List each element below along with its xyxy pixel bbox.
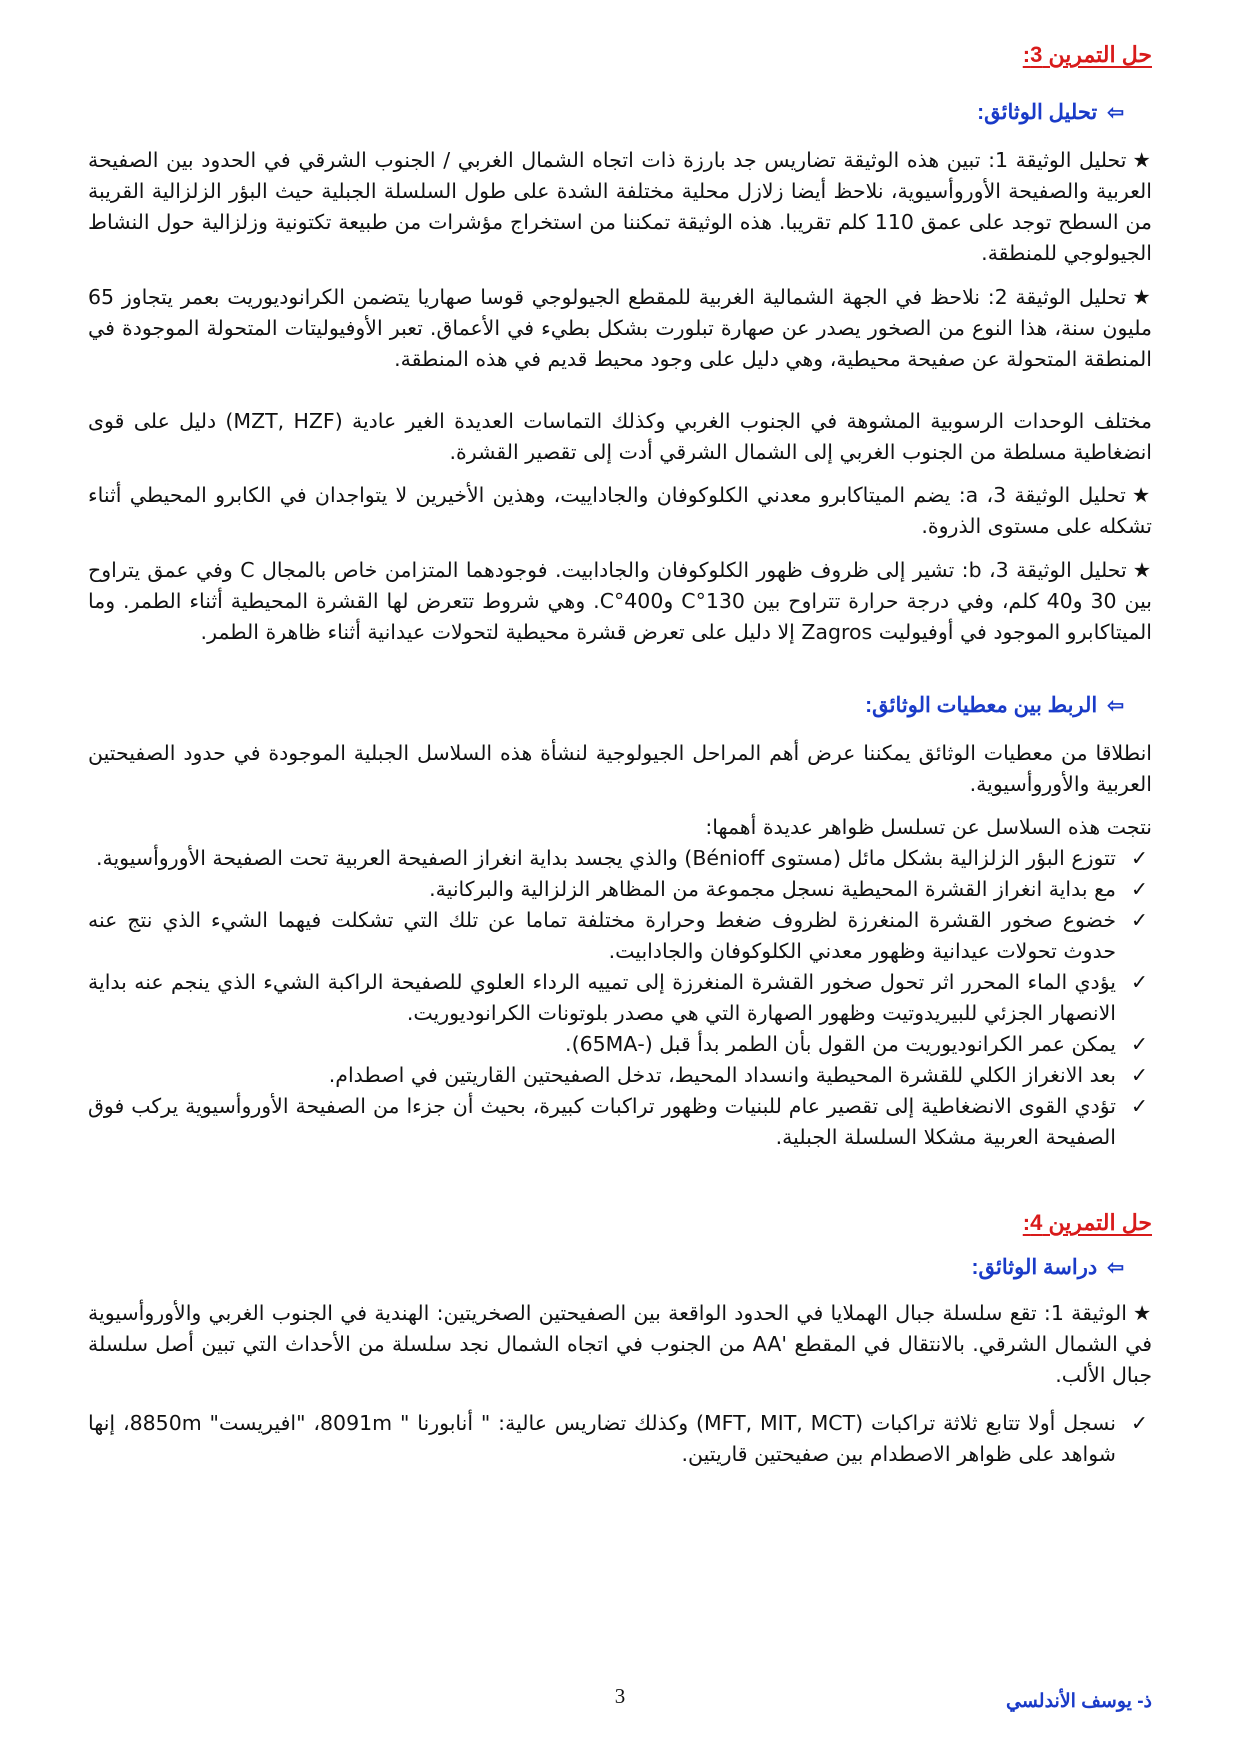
doc3b-analysis bbox=[88, 555, 1152, 648]
link-paragraph: انطلاقا من معطيات الوثائق يمكننا عرض أهم المراحل الجيولوجية لنشأة هذه السلاسل الجبلية الموجودة في حدود الصفيحتين العربية والأوروأسيوية. bbox=[88, 741, 1152, 796]
page-number: 3 bbox=[614, 1684, 626, 1708]
list-item-text: تتوزع البؤر الزلزالية بشكل مائل (مستوى Bénioff) والذي يجسد بداية انغراز الصفيحة العربية تحت الصفيحة الأوروأسيوية. bbox=[95, 846, 1116, 870]
list-item-text: يمكن عمر الكرانوديوريت من القول بأن الطمر بدأ قبل (-65MA). bbox=[565, 1032, 1116, 1056]
list-item-text: يؤدي الماء المحرر اثر تحول صخور القشرة المنغرزة إلى تمييه الرداء العلوي للصفيحة الراكبة الشيء الذي ينجم عنه بداية الانصهار الجزئي للبيريدوتيت وظهور الصهارة التي هي مصدر بلوتونات الكرانوديوريت. bbox=[88, 970, 1116, 1025]
hollow-arrow-icon: ⇦ bbox=[1107, 695, 1124, 717]
star-icon: ★ bbox=[1132, 558, 1152, 582]
doc2-analysis bbox=[88, 282, 1152, 375]
doc1-analysis bbox=[88, 145, 1152, 269]
ex4-list bbox=[88, 1408, 1152, 1470]
check-icon: ✓ bbox=[1130, 1063, 1148, 1087]
exercise-3-title: حل التمرين 3: bbox=[1022, 42, 1152, 67]
list-item-text: نسجل أولا تتابع ثلاثة تراكبات (MFT, MIT, MCT) وكذلك تضاريس عالية: " أنابورنا " 8091m، "افيريست" 8850m، إنها شواهد على ظواهر الاصطدام بين صفيحتين قاريتين. bbox=[88, 1411, 1116, 1466]
ex4-doc1-text: الوثيقة 1: تقع سلسلة جبال الهملايا في الحدود الواقعة بين الصفيحتين الصخريتين: الهندية في الجنوب الغربي والأوروأسيوية في الشمال الشرقي. بالانتقال في المقطع 'AA من الجنوب في اتجاه الشمال نجد سلسلة من الأحداث التي تبين أصل سلسلة جبال الألب. bbox=[88, 1301, 1153, 1387]
list-item-text: خضوع صخور القشرة المنغرزة لظروف ضغط وحرارة مختلفة تماما عن تلك التي تشكلت فيهما الشيء الذي نتج عنه حدوث تحولات عيدانية وظهور معدني الكلوكوفان والجادابيت. bbox=[88, 908, 1116, 963]
study-heading-text: دراسة الوثائق: bbox=[971, 1256, 1098, 1279]
list-item bbox=[88, 1408, 1152, 1470]
list-item bbox=[88, 1029, 1152, 1060]
ex4-doc1 bbox=[88, 1298, 1152, 1391]
doc3a-analysis-text: تحليل الوثيقة 3، a: يضم الميتاكابرو معدني الكلوكوفان والجاداييت، وهذين الأخيرين لا يتواجدان في الكابرو المحيطي أثناء تشكله على مستوى الذروة. bbox=[88, 483, 1152, 538]
check-icon: ✓ bbox=[1130, 970, 1148, 994]
star-icon: ★ bbox=[1131, 483, 1152, 507]
link-heading-text: الربط بين معطيات الوثائق: bbox=[865, 694, 1098, 717]
hollow-arrow-icon: ⇦ bbox=[1107, 102, 1124, 124]
list-item-text: بعد الانغراز الكلي للقشرة المحيطية وانسداد المحيط، تدخل الصفيحتين القاريتين في اصطدام. bbox=[328, 1063, 1116, 1087]
link-heading bbox=[88, 693, 1124, 723]
page bbox=[88, 0, 1152, 1754]
phenomena-list bbox=[88, 843, 1152, 1153]
doc3b-analysis-text: تحليل الوثيقة 3، b: تشير إلى ظروف ظهور الكلوكوفان والجادابيت. فوجودهما المتزامن خاص بالمجال C وفي عمق يتراوح بين 30 و40 كلم، وفي درجة حرارة تتراوح بين 130°C و400°C. وهي شروط تتعرض لها القشرة المحيطية أثناء الطمر. وما الميتاكابرو الموجود في أوفيوليت Zagros إلا دليل على تعرض قشرة محيطية لتحولات عيدانية أثناء ظاهرة الطمر. bbox=[88, 558, 1152, 644]
doc1-analysis-text: تحليل الوثيقة 1: تبين هذه الوثيقة تضاريس جد بارزة ذات اتجاه الشمال الغربي / الجنوب الشرقي في الحدود بين الصفيحة العربية والصفيحة الأوروأسيوية، نلاحظ أيضا زلازل محلية مختلفة الشدة على طول السلسلة الجبلية حيث البؤر الزلزالية القريبة من السطح توجد على عمق 110 كلم تقريبا. هذه الوثيقة تمكننا من استخراج مؤشرات من طبيعة تكتونية وزلزالية حول النشاط الجيولوجي للمنطقة. bbox=[88, 148, 1152, 265]
check-icon: ✓ bbox=[1130, 1411, 1148, 1435]
study-heading bbox=[88, 1255, 1124, 1285]
check-icon: ✓ bbox=[1130, 1032, 1148, 1056]
star-icon: ★ bbox=[1132, 285, 1152, 309]
list-item bbox=[88, 905, 1152, 967]
list-item-text: تؤدي القوى الانضغاطية إلى تقصير عام للبنيات وظهور تراكبات كبيرة، بحيث أن جزءا من الصفيحة الأوروأسيوية يركب فوق الصفيحة العربية مشكلا السلسلة الجبلية. bbox=[88, 1094, 1116, 1149]
list-item bbox=[88, 967, 1152, 1029]
check-icon: ✓ bbox=[1130, 1094, 1148, 1118]
exercise-4-title: حل التمرين 4: bbox=[1022, 1210, 1152, 1235]
author-name: ذ- يوسف الأندلسي bbox=[1006, 1691, 1152, 1712]
check-icon: ✓ bbox=[1130, 908, 1148, 932]
doc2-analysis-text: تحليل الوثيقة 2: نلاحظ في الجهة الشمالية الغربية للمقطع الجيولوجي قوسا صهاريا يتضمن الكرانوديوريت بعمر يتجاوز 65 مليون سنة، هذا النوع من الصخور يصدر عن صهارة تبلورت بشكل بطيء في الأعماق. تعبر الأوفيوليتات المتحولة الموجودة في المنطقة المتحولة عن صفيحة محيطية، وهي دليل على وجود محيط قديم في هذه المنطقة. bbox=[88, 285, 1152, 371]
hollow-arrow-icon: ⇦ bbox=[1107, 1257, 1124, 1279]
check-icon: ✓ bbox=[1130, 846, 1148, 870]
analysis-heading bbox=[88, 100, 1124, 130]
list-item-text: مع بداية انغراز القشرة المحيطية نسجل مجموعة من المظاهر الزلزالية والبركانية. bbox=[429, 877, 1116, 901]
analysis-heading-text: تحليل الوثائق: bbox=[977, 101, 1098, 124]
list-item bbox=[88, 1060, 1152, 1091]
check-icon: ✓ bbox=[1130, 877, 1148, 901]
star-icon: ★ bbox=[1132, 1301, 1152, 1325]
list-item bbox=[88, 843, 1152, 874]
star-icon: ★ bbox=[1132, 148, 1152, 172]
list-item bbox=[88, 874, 1152, 905]
phenomena-intro: نتجت هذه السلاسل عن تسلسل ظواهر عديدة أهمها: bbox=[705, 815, 1152, 839]
doc3a-analysis bbox=[88, 480, 1152, 542]
doc2-analysis-continued: مختلف الوحدات الرسوبية المشوهة في الجنوب الغربي وكذلك التماسات العديدة الغير عادية (MZT, HZF) دليل على قوى انضغاطية مسلطة من الجنوب الغربي إلى الشمال الشرقي أدت إلى تقصير القشرة. bbox=[88, 409, 1152, 464]
list-item bbox=[88, 1091, 1152, 1153]
